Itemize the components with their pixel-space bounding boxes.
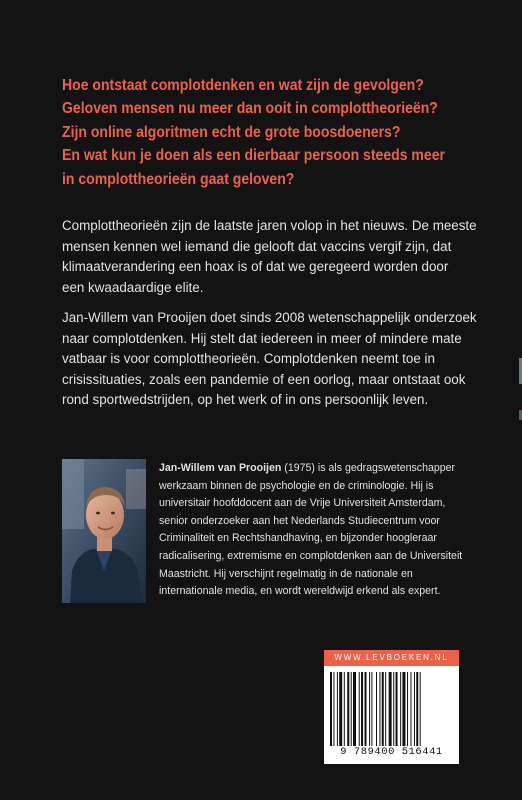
publisher-url: WWW.LEVBOEKEN.NL — [324, 650, 459, 666]
barcode-bar — [389, 672, 392, 746]
barcode-bar — [339, 672, 342, 746]
paragraph-line: klimaatverandering een hoax is of dat we geregeerd worden door — [62, 259, 449, 275]
barcode-bar — [411, 672, 412, 746]
barcode-bar — [420, 672, 421, 746]
barcode-bar — [396, 672, 398, 746]
barcode-bar — [414, 672, 415, 746]
barcode-bar — [330, 672, 332, 746]
author-research-paragraph — [62, 308, 502, 411]
isbn-number: 9 789400 516441 — [340, 746, 443, 758]
barcode-bar — [333, 672, 334, 746]
paragraph-line: een kwaadaardige elite. — [62, 279, 204, 295]
bio-line: senior onderzoeker aan het Nederlands Studiecentrum voor — [159, 514, 440, 527]
barcode-bar — [416, 672, 418, 746]
barcode-bar — [400, 672, 401, 746]
author-bio — [159, 460, 504, 601]
headline-questions — [62, 74, 458, 191]
bio-line: werkzaam binnen de psychologie en de criminologie. Hij is — [159, 479, 434, 492]
author-photo — [62, 459, 146, 603]
barcode-bar — [337, 672, 338, 746]
headline-line: Geloven mensen nu meer dan ooit in complottheorieën? — [62, 100, 438, 118]
paragraph-line: naar complotdenken. Hij stelt dat iedereen in meer of mindere mate — [62, 330, 462, 346]
bio-line: universitair hoofddocent aan de Vrije Universiteit Amsterdam, — [159, 497, 446, 510]
paragraph-line: rond sportwedstrijden, op het werk of in ons persoonlijk leven. — [62, 392, 429, 408]
barcode-bar — [351, 672, 352, 746]
bio-line: radicalisering, extremisme en complotdenken aan de Universiteit — [159, 549, 463, 562]
barcode-bar — [347, 672, 349, 746]
barcode-bar — [353, 672, 356, 746]
headline-line: in complottheorieën gaat geloven? — [62, 170, 295, 188]
barcode-bar — [359, 672, 360, 746]
bio-text: (1975) is als gedragswetenschapper — [281, 462, 456, 474]
author-name: Jan-Willem van Prooijen — [159, 462, 282, 474]
paragraph-line: vatbaar is voor complottheorieën. Complotdenken neemt toe in — [62, 351, 435, 367]
headline-line: Zijn online algoritmen echt de grote boosdoeners? — [62, 123, 401, 141]
barcode-bar — [379, 672, 380, 746]
barcode-panel — [324, 650, 459, 764]
barcode-bar — [361, 672, 363, 746]
paragraph-line: mensen kennen wel iemand die gelooft dat vaccins vergif zijn, dat — [62, 238, 452, 254]
bio-line: internationale media, en wordt wereldwijd erkend als expert. — [159, 585, 441, 598]
bio-line: Criminaliteit en Rechtshandhaving, en bijzonder hoogleraar — [159, 532, 437, 545]
barcode-bar — [365, 672, 367, 746]
barcode-bar — [371, 672, 372, 746]
bio-first-line — [159, 460, 504, 478]
intro-paragraph — [62, 216, 502, 298]
barcode-bar — [376, 672, 377, 746]
barcode-bar — [402, 672, 405, 746]
paragraph-line: Complottheorieën zijn de laatste jaren volop in het nieuws. De meeste — [62, 218, 477, 233]
barcode-bar — [393, 672, 394, 746]
barcode-bar — [382, 672, 384, 746]
paragraph-line: crisissituaties, zoals een pandemie of een oorlog, maar ontstaat ook — [62, 371, 466, 387]
barcode-bar — [369, 672, 370, 746]
barcode-bar — [344, 672, 345, 746]
barcode-bar — [407, 672, 408, 746]
paragraph-line: Jan-Willem van Prooijen doet sinds 2008 wetenschappelijk onderzoek — [62, 310, 477, 325]
barcode-icon — [330, 672, 453, 746]
headline-line: Hoe ontstaat complotdenken en wat zijn de gevolgen? — [62, 77, 424, 94]
headline-line: En wat kun je doen als een dierbaar persoon steeds meer — [62, 147, 445, 165]
barcode-bar — [385, 672, 386, 746]
bio-line: Maastricht. Hij verschijnt regelmatig in de nationale en — [159, 567, 413, 580]
